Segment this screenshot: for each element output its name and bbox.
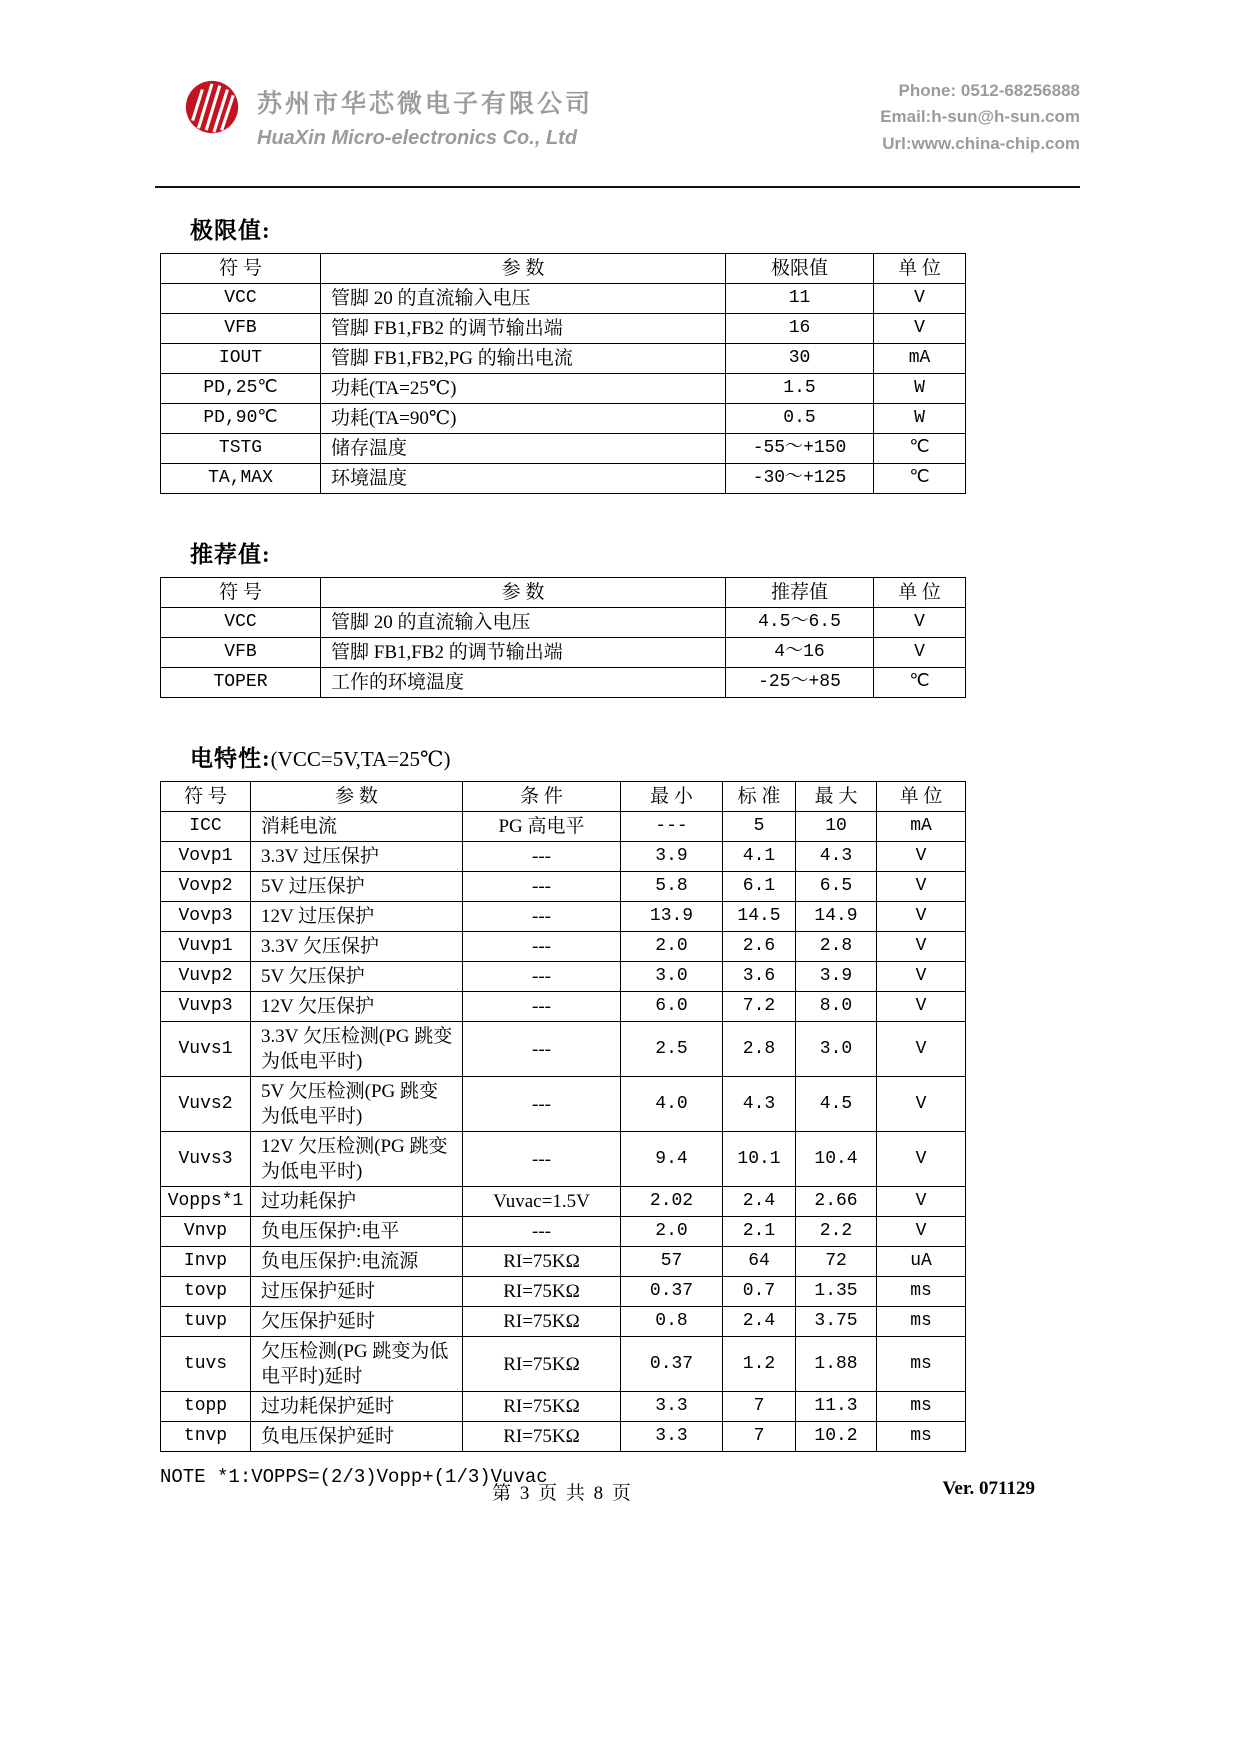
table-cell: 16 xyxy=(726,314,874,344)
table-cell: 4.5～6.5 xyxy=(726,608,874,638)
table-cell: 2.4 xyxy=(723,1307,796,1337)
table-cell: 7.2 xyxy=(723,992,796,1022)
table-cell: 2.1 xyxy=(723,1217,796,1247)
table-cell: 5V 欠压检测(PG 跳变为低电平时) xyxy=(251,1077,463,1132)
table-row xyxy=(161,932,966,962)
table-cell: RI=75KΩ xyxy=(463,1392,621,1422)
table-cell: --- xyxy=(463,1022,621,1077)
table-cell: 管脚 FB1,FB2,PG 的输出电流 xyxy=(321,344,726,374)
table-cell: 4.0 xyxy=(621,1077,723,1132)
table-cell: 1.35 xyxy=(796,1277,877,1307)
contact-phone: Phone: 0512-68256888 xyxy=(898,81,1080,100)
table-cell: 过功耗保护 xyxy=(251,1187,463,1217)
page-number: 第 3 页 共 8 页 xyxy=(492,1483,633,1504)
table-cell: V xyxy=(877,1217,966,1247)
table-cell: 7 xyxy=(723,1392,796,1422)
table-cell: Invp xyxy=(161,1247,251,1277)
table-cell: --- xyxy=(463,842,621,872)
table-cell: 3.9 xyxy=(621,842,723,872)
table-cell: 10.2 xyxy=(796,1422,877,1452)
table-cell: IOUT xyxy=(161,344,321,374)
table-cell: 3.3 xyxy=(621,1392,723,1422)
table-cell: 0.5 xyxy=(726,404,874,434)
table-cell: W xyxy=(874,374,966,404)
table-cell: Vuvs3 xyxy=(161,1132,251,1187)
table-row xyxy=(161,608,966,638)
table-cell: uA xyxy=(877,1247,966,1277)
table-cell: Vuvp3 xyxy=(161,992,251,1022)
table-row xyxy=(161,404,966,434)
table-cell: 6.0 xyxy=(621,992,723,1022)
header-divider xyxy=(155,186,1080,188)
table-cell: Vuvs2 xyxy=(161,1077,251,1132)
table-cell: Vuvp2 xyxy=(161,962,251,992)
table-cell: 3.3V 欠压检测(PG 跳变为低电平时) xyxy=(251,1022,463,1077)
table-cell: 4.1 xyxy=(723,842,796,872)
table-cell: 6.5 xyxy=(796,872,877,902)
table-cell: 环境温度 xyxy=(321,464,726,494)
table-row xyxy=(161,464,966,494)
table-cell: 0.7 xyxy=(723,1277,796,1307)
table-cell: ℃ xyxy=(874,464,966,494)
column-header: 参 数 xyxy=(321,254,726,284)
section-title-recommended: 推荐值: xyxy=(190,542,271,567)
table-cell: 2.02 xyxy=(621,1187,723,1217)
table-cell: PG 高电平 xyxy=(463,812,621,842)
table-cell: 4.5 xyxy=(796,1077,877,1132)
table-row xyxy=(161,1187,966,1217)
electrical-title-text: 电特性: xyxy=(190,746,271,771)
table-cell: 14.9 xyxy=(796,902,877,932)
table-cell: VCC xyxy=(161,284,321,314)
table-header-row xyxy=(161,254,966,284)
table-cell: 2.2 xyxy=(796,1217,877,1247)
table-cell: 3.75 xyxy=(796,1307,877,1337)
table-cell: V xyxy=(877,872,966,902)
table-cell: V xyxy=(877,1132,966,1187)
table-row xyxy=(161,668,966,698)
table-cell: 0.37 xyxy=(621,1337,723,1392)
table-cell: --- xyxy=(463,872,621,902)
table-cell: 管脚 FB1,FB2 的调节输出端 xyxy=(321,638,726,668)
column-header: 单 位 xyxy=(874,578,966,608)
table-cell: 2.8 xyxy=(723,1022,796,1077)
table-row xyxy=(161,992,966,1022)
table-cell: 10.1 xyxy=(723,1132,796,1187)
table-row xyxy=(161,374,966,404)
table-cell: 欠压保护延时 xyxy=(251,1307,463,1337)
table-row xyxy=(161,314,966,344)
column-header: 符 号 xyxy=(161,578,321,608)
table-cell: 过压保护延时 xyxy=(251,1277,463,1307)
table-row xyxy=(161,1277,966,1307)
table-cell: 管脚 FB1,FB2 的调节输出端 xyxy=(321,314,726,344)
table-row xyxy=(161,1022,966,1077)
table-cell: RI=75KΩ xyxy=(463,1247,621,1277)
table-cell: RI=75KΩ xyxy=(463,1277,621,1307)
table-cell: 消耗电流 xyxy=(251,812,463,842)
table-cell: tovp xyxy=(161,1277,251,1307)
table-cell: 0.37 xyxy=(621,1277,723,1307)
table-cell: 过功耗保护延时 xyxy=(251,1392,463,1422)
table-cell: ℃ xyxy=(874,668,966,698)
table-row xyxy=(161,902,966,932)
table-cell: 3.3 xyxy=(621,1422,723,1452)
table-cell: 2.6 xyxy=(723,932,796,962)
table-cell: 64 xyxy=(723,1247,796,1277)
table-cell: 管脚 20 的直流输入电压 xyxy=(321,608,726,638)
table-cell: 5.8 xyxy=(621,872,723,902)
table-cell: 11 xyxy=(726,284,874,314)
table-cell: PD,25℃ xyxy=(161,374,321,404)
table-cell: VFB xyxy=(161,638,321,668)
table-row xyxy=(161,284,966,314)
table-cell: 0.8 xyxy=(621,1307,723,1337)
table-cell: W xyxy=(874,404,966,434)
table-row xyxy=(161,1422,966,1452)
table-cell: ms xyxy=(877,1307,966,1337)
table-cell: 2.5 xyxy=(621,1022,723,1077)
table-cell: V xyxy=(877,902,966,932)
table-cell: Vovp3 xyxy=(161,902,251,932)
table-cell: ms xyxy=(877,1392,966,1422)
column-header: 最 大 xyxy=(796,782,877,812)
table-cell: --- xyxy=(463,902,621,932)
column-header: 参 数 xyxy=(251,782,463,812)
table-cell: 6.1 xyxy=(723,872,796,902)
table-cell: V xyxy=(874,608,966,638)
table-cell: 3.3V 欠压保护 xyxy=(251,932,463,962)
table-cell: 功耗(TA=90℃) xyxy=(321,404,726,434)
table-cell: 10 xyxy=(796,812,877,842)
table-cell: 5V 欠压保护 xyxy=(251,962,463,992)
table-cell: ms xyxy=(877,1422,966,1452)
table-cell: 9.4 xyxy=(621,1132,723,1187)
table-cell: 3.3V 过压保护 xyxy=(251,842,463,872)
column-header: 最 小 xyxy=(621,782,723,812)
table-cell: V xyxy=(874,314,966,344)
column-header: 参 数 xyxy=(321,578,726,608)
table-cell: --- xyxy=(463,1132,621,1187)
table-cell: TOPER xyxy=(161,668,321,698)
table-row xyxy=(161,434,966,464)
electrical-conditions: (VCC=5V,TA=25℃) xyxy=(270,747,451,771)
table-cell: 1.2 xyxy=(723,1337,796,1392)
table-cell: V xyxy=(877,932,966,962)
table-cell: 10.4 xyxy=(796,1132,877,1187)
table-cell: TA,MAX xyxy=(161,464,321,494)
table-cell: V xyxy=(877,842,966,872)
table-cell: 1.5 xyxy=(726,374,874,404)
table-cell: 3.0 xyxy=(621,962,723,992)
table-cell: --- xyxy=(463,962,621,992)
table-row xyxy=(161,344,966,374)
table-row xyxy=(161,842,966,872)
table-cell: -55～+150 xyxy=(726,434,874,464)
table-cell: RI=75KΩ xyxy=(463,1422,621,1452)
company-names xyxy=(257,78,593,150)
table-cell: 12V 欠压保护 xyxy=(251,992,463,1022)
table-cell: 欠压检测(PG 跳变为低电平时)延时 xyxy=(251,1337,463,1392)
table-row xyxy=(161,1392,966,1422)
table-cell: tnvp xyxy=(161,1422,251,1452)
table-cell: tuvs xyxy=(161,1337,251,1392)
table-cell: V xyxy=(877,1077,966,1132)
table-cell: 72 xyxy=(796,1247,877,1277)
page-content xyxy=(160,212,965,1488)
column-header: 条 件 xyxy=(463,782,621,812)
contact-email: Email:h-sun@h-sun.com xyxy=(880,107,1080,127)
table-cell: RI=75KΩ xyxy=(463,1337,621,1392)
table-cell: Vovp2 xyxy=(161,872,251,902)
table-cell: -25～+85 xyxy=(726,668,874,698)
column-header: 推荐值 xyxy=(726,578,874,608)
table-cell: 4.3 xyxy=(723,1077,796,1132)
limits-table xyxy=(160,253,966,494)
table-cell: Vuvs1 xyxy=(161,1022,251,1077)
table-cell: 4.3 xyxy=(796,842,877,872)
table-cell: 2.0 xyxy=(621,932,723,962)
table-cell: 负电压保护:电平 xyxy=(251,1217,463,1247)
footnote: NOTE *1:VOPPS=(2/3)Vopp+(1/3)Vuvac xyxy=(160,1466,548,1488)
table-cell: 3.9 xyxy=(796,962,877,992)
recommended-table xyxy=(160,577,966,698)
table-cell: Vopps*1 xyxy=(161,1187,251,1217)
table-cell: RI=75KΩ xyxy=(463,1307,621,1337)
table-cell: 2.0 xyxy=(621,1217,723,1247)
table-cell: topp xyxy=(161,1392,251,1422)
table-cell: 5V 过压保护 xyxy=(251,872,463,902)
table-cell: 功耗(TA=25℃) xyxy=(321,374,726,404)
table-cell: ICC xyxy=(161,812,251,842)
table-cell: --- xyxy=(463,992,621,1022)
table-cell: 57 xyxy=(621,1247,723,1277)
company-name-en: HuaXin Micro-electronics Co., Ltd xyxy=(257,127,578,149)
table-cell: 12V 欠压检测(PG 跳变为低电平时) xyxy=(251,1132,463,1187)
column-header: 单 位 xyxy=(877,782,966,812)
table-cell: V xyxy=(874,638,966,668)
table-cell: Vuvp1 xyxy=(161,932,251,962)
table-cell: --- xyxy=(621,812,723,842)
table-cell: 3.0 xyxy=(796,1022,877,1077)
table-row xyxy=(161,962,966,992)
table-cell: 14.5 xyxy=(723,902,796,932)
table-cell: Vnvp xyxy=(161,1217,251,1247)
table-row xyxy=(161,638,966,668)
table-cell: V xyxy=(877,1187,966,1217)
column-header: 符 号 xyxy=(161,254,321,284)
column-header: 符 号 xyxy=(161,782,251,812)
table-row xyxy=(161,1337,966,1392)
section-title-electrical xyxy=(190,740,965,773)
table-row xyxy=(161,1217,966,1247)
table-cell: PD,90℃ xyxy=(161,404,321,434)
company-logo-icon xyxy=(183,78,241,136)
table-cell: VFB xyxy=(161,314,321,344)
table-cell: 负电压保护:电流源 xyxy=(251,1247,463,1277)
table-cell: 11.3 xyxy=(796,1392,877,1422)
column-header: 标 准 xyxy=(723,782,796,812)
table-cell: 7 xyxy=(723,1422,796,1452)
table-cell: ms xyxy=(877,1337,966,1392)
table-cell: Vuvac=1.5V xyxy=(463,1187,621,1217)
table-cell: TSTG xyxy=(161,434,321,464)
table-cell: --- xyxy=(463,932,621,962)
table-cell: -30～+125 xyxy=(726,464,874,494)
column-header: 极限值 xyxy=(726,254,874,284)
table-cell: 管脚 20 的直流输入电压 xyxy=(321,284,726,314)
table-header-row xyxy=(161,782,966,812)
table-row xyxy=(161,1247,966,1277)
table-cell: mA xyxy=(874,344,966,374)
table-cell: mA xyxy=(877,812,966,842)
table-cell: 13.9 xyxy=(621,902,723,932)
table-cell: --- xyxy=(463,1217,621,1247)
table-cell: V xyxy=(877,1022,966,1077)
table-cell: tuvp xyxy=(161,1307,251,1337)
table-cell: 4～16 xyxy=(726,638,874,668)
column-header: 单 位 xyxy=(874,254,966,284)
table-cell: 3.6 xyxy=(723,962,796,992)
table-row xyxy=(161,1132,966,1187)
table-row xyxy=(161,872,966,902)
table-cell: ms xyxy=(877,1277,966,1307)
table-row xyxy=(161,1077,966,1132)
table-row xyxy=(161,1307,966,1337)
contact-url: Url:www.china-chip.com xyxy=(882,133,1080,153)
table-cell: V xyxy=(874,284,966,314)
table-cell: 2.66 xyxy=(796,1187,877,1217)
table-cell: VCC xyxy=(161,608,321,638)
table-cell: 12V 过压保护 xyxy=(251,902,463,932)
table-cell: 8.0 xyxy=(796,992,877,1022)
table-row xyxy=(161,812,966,842)
table-cell: ℃ xyxy=(874,434,966,464)
table-cell: 储存温度 xyxy=(321,434,726,464)
table-cell: 负电压保护延时 xyxy=(251,1422,463,1452)
contact-info xyxy=(880,78,1080,157)
electrical-table xyxy=(160,781,966,1452)
page-header xyxy=(183,78,1080,157)
table-cell: V xyxy=(877,992,966,1022)
table-cell: 30 xyxy=(726,344,874,374)
table-cell: 工作的环境温度 xyxy=(321,668,726,698)
section-title-limits: 极限值: xyxy=(190,218,271,243)
table-cell: 5 xyxy=(723,812,796,842)
table-header-row xyxy=(161,578,966,608)
table-cell: V xyxy=(877,962,966,992)
table-cell: Vovp1 xyxy=(161,842,251,872)
table-cell: 2.8 xyxy=(796,932,877,962)
document-version: Ver. 071129 xyxy=(942,1478,1035,1499)
table-cell: --- xyxy=(463,1077,621,1132)
table-cell: 2.4 xyxy=(723,1187,796,1217)
company-name-cn: 苏州市华芯微电子有限公司 xyxy=(257,91,594,118)
table-cell: 1.88 xyxy=(796,1337,877,1392)
